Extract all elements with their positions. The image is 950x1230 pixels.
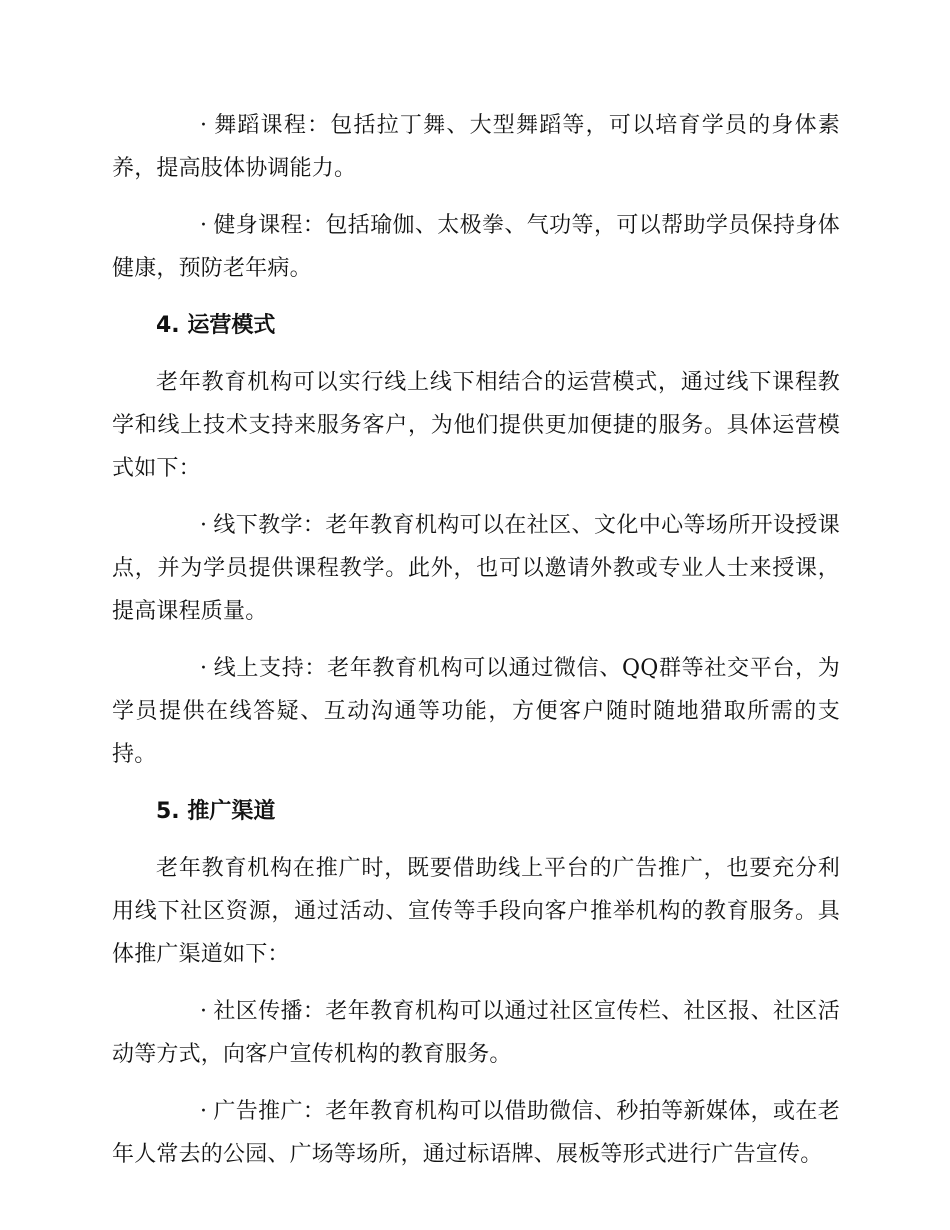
bullet-paragraph-dance-course — [112, 104, 840, 190]
document-page — [112, 104, 840, 1190]
paragraph-text: 广告推广：老年教育机构可以借助微信、秒拍等新媒体，或在老年人常去的公园、广场等场所，通过标语牌、展板等形式进行广告宣传。 — [112, 1099, 840, 1167]
bullet-paragraph-fitness-course — [112, 204, 840, 290]
paragraph-promotion-intro: 老年教育机构在推广时，既要借助线上平台的广告推广，也要充分利用线下社区资源，通过活动、宣传等手段向客户推举机构的教育服务。具体推广渠道如下： — [112, 856, 840, 967]
bullet-dot: · — [200, 513, 208, 538]
section-heading-promotion-channels: 5. 推广渠道 — [156, 799, 276, 824]
bullet-dot: · — [200, 656, 208, 681]
paragraph-text: 舞蹈课程：包括拉丁舞、大型舞蹈等，可以培育学员的身体素养，提高肢体协调能力。 — [112, 113, 840, 181]
bullet-paragraph-offline-teaching — [112, 504, 840, 633]
bullet-paragraph-community-spread — [112, 990, 840, 1076]
paragraph-text: 健身课程：包括瑜伽、太极拳、气功等，可以帮助学员保持身体健康，预防老年病。 — [112, 213, 840, 281]
paragraph-text: 线下教学：老年教育机构可以在社区、文化中心等场所开设授课点，并为学员提供课程教学。此外，也可以邀请外教或专业人士来授课，提高课程质量。 — [112, 513, 840, 624]
paragraph-operation-intro: 老年教育机构可以实行线上线下相结合的运营模式，通过线下课程教学和线上技术支持来服务客户，为他们提供更加便捷的服务。具体运营模式如下： — [112, 370, 840, 481]
bullet-dot: · — [200, 1099, 208, 1124]
bullet-dot: · — [200, 113, 208, 138]
bullet-dot: · — [200, 213, 208, 238]
paragraph-text: 线上支持：老年教育机构可以通过微信、QQ群等社交平台，为学员提供在线答疑、互动沟通等功能，方便客户随时随地猎取所需的支持。 — [112, 656, 840, 767]
section-heading-operation-mode: 4. 运营模式 — [156, 313, 276, 338]
bullet-dot: · — [200, 999, 208, 1024]
bullet-paragraph-online-support — [112, 647, 840, 776]
bullet-paragraph-ad-promotion — [112, 1090, 840, 1176]
paragraph-text: 社区传播：老年教育机构可以通过社区宣传栏、社区报、社区活动等方式，向客户宣传机构的教育服务。 — [112, 999, 840, 1067]
